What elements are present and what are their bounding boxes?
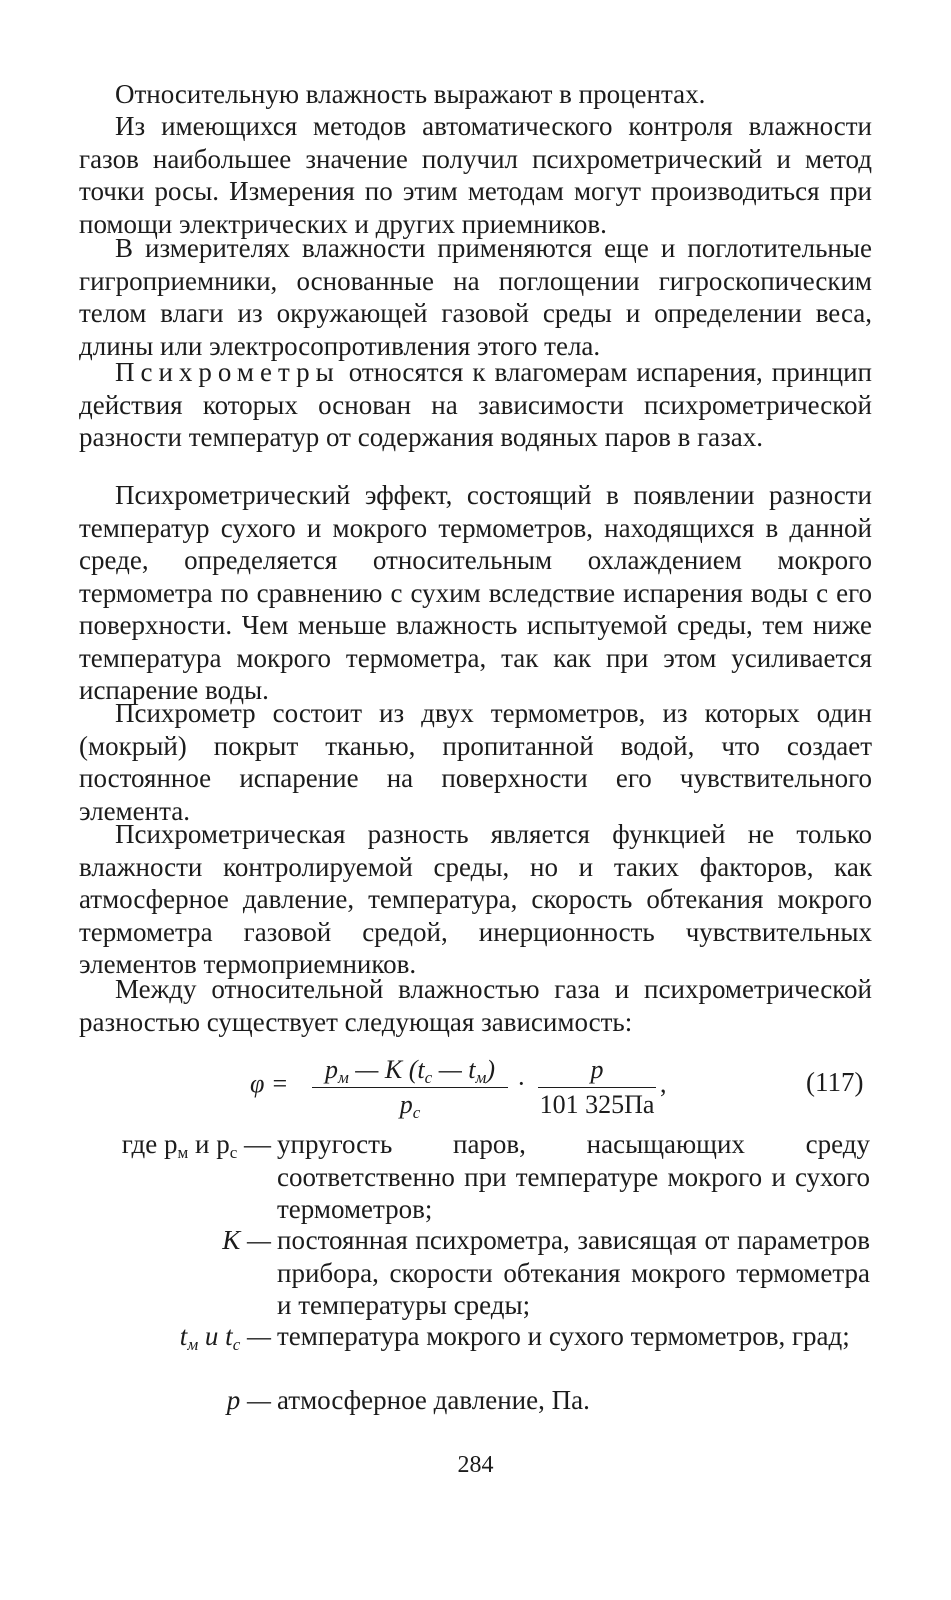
formula-number: (117) (806, 1067, 864, 1097)
paragraph-psychrometers-text: относятся к влагомерам испарения, принцип действия которых основан на зависимости психрометрической разности температур от содержания водяных паров в газах. (79, 357, 872, 452)
definition-text: атмосферное давление, Па. (277, 1385, 590, 1415)
formula-multiply-dot: · (517, 1069, 526, 1098)
paragraph-2: Из имеющихся методов автоматического контроля влажности газов наибольшее значение получил психрометрический и метод точки росы. Измерения по этим методам могут производиться при помощи электрических и других приемников. (79, 111, 872, 239)
formula-fraction-2 (538, 1055, 656, 1120)
definition-text: температура мокрого и сухого термометров, град; (277, 1321, 850, 1351)
paragraph-7: Психрометрическая разность является функцией не только влажности контролируемой среды, но и таких факторов, как атмосферное давление, температура, скорость обтекания мокрого термометра газовой средой, инерционность чувствительных элементов термоприемников. (79, 819, 872, 979)
definition-term: $t_м$ и $t_с$ — (179, 1321, 271, 1354)
definition-term: где $p_м$ и $p_с$ — (121, 1129, 271, 1162)
formula-comma: , (660, 1069, 667, 1098)
formula-fraction-2-numerator: p (538, 1055, 656, 1088)
formula-fraction-2-denominator: 101 325Па (539, 1090, 655, 1119)
formula-lhs: φ = (250, 1069, 289, 1098)
paragraph-1: Относительную влажность выражают в процентах. (115, 79, 706, 109)
definition-text: упругость паров, насыщающих среду соответственно при температуре мокрого и сухого термометров; (277, 1129, 870, 1224)
formula-117 (0, 1055, 951, 1125)
definition-text: постоянная психрометра, зависящая от параметров прибора, скорости обтекания мокрого термометра и температуры среды; (277, 1225, 870, 1320)
paragraph-5: Психрометрический эффект, состоящий в появлении разности температур сухого и мокрого термометров, находящихся в данной среде, определяется относительным охлаждением мокрого термометра по сравнению с сухим вследствие испарения воды с его поверхности. Чем меньше влажность испытуемой среды, тем ниже температура мокрого термометра, так как при этом усиливается испарение воды. (79, 480, 872, 705)
definition-term: p — (226, 1385, 271, 1415)
paragraph-6: Психрометр состоит из двух термометров, из которых один (мокрый) покрыт тканью, пропитанной водой, что создает постоянное испарение на поверхности его чувствительного элемента. (79, 698, 872, 826)
formula-fraction-1-numerator: $p_м$ — K ($t_с$ — $t_м$) (312, 1055, 508, 1088)
definition-term: K — (222, 1225, 271, 1255)
paragraph-8: Между относительной влажностью газа и психрометрической разностью существует следующая зависимость: (79, 974, 872, 1037)
paragraph-3: В измерителях влажности применяются еще и поглотительные гигроприемники, основанные на поглощении гигроскопическим телом влаги из окружающей газовой среды и определении веса, длины или электросопротивления этого тела. (79, 233, 872, 361)
page-number: 284 (457, 1452, 494, 1478)
paragraph-psychrometers (79, 356, 872, 454)
formula-fraction-1-denominator: $p_с$ (399, 1090, 421, 1122)
formula-fraction-1 (312, 1055, 508, 1120)
term-psychrometers: Психрометры (115, 357, 340, 387)
